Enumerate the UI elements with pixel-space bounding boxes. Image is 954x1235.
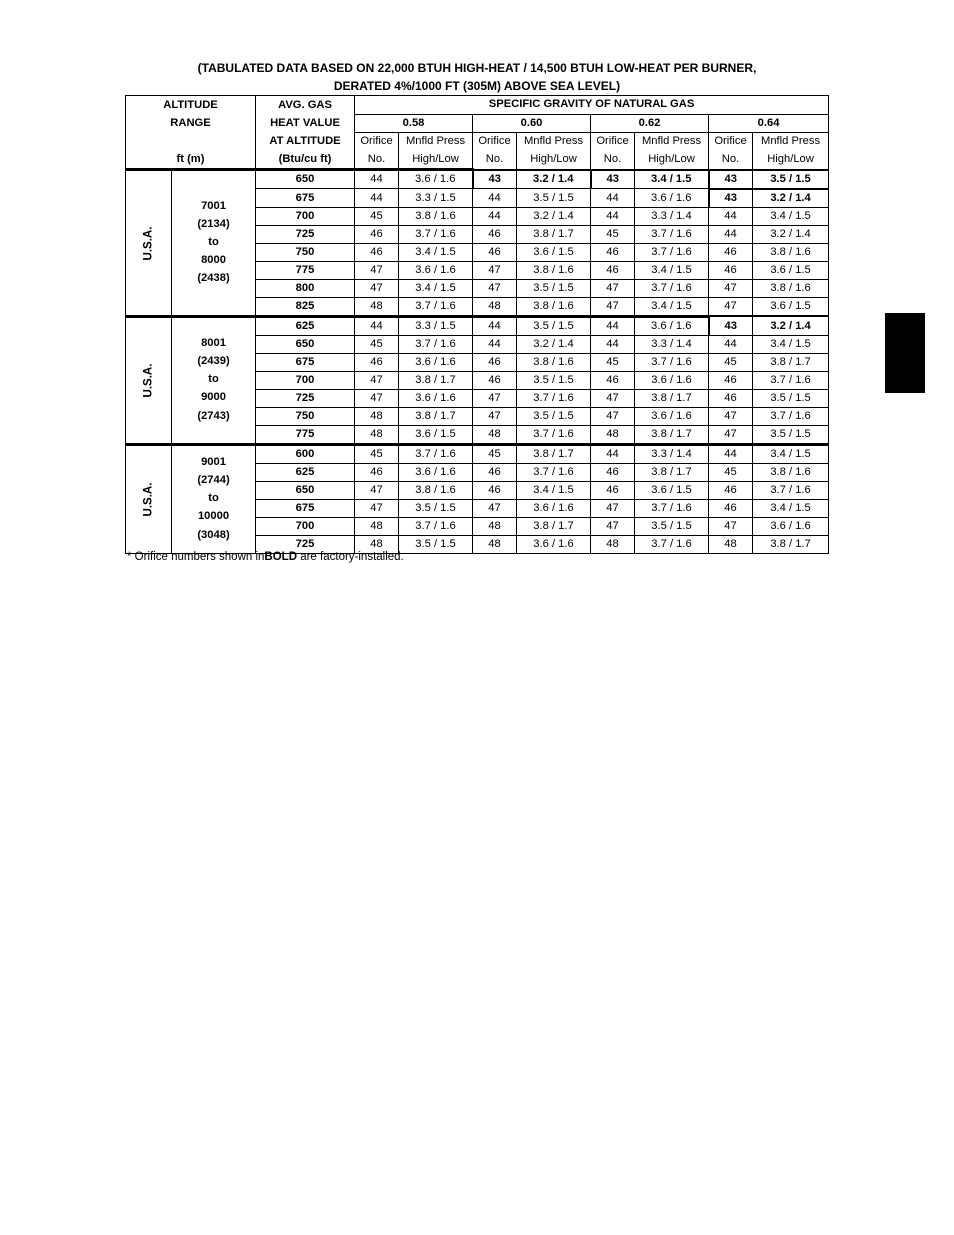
altitude-range-line: 7001 [201,199,226,212]
orifice-number-cell: 46 [355,463,399,481]
manifold-pressure-cell: 3.8 / 1.7 [517,444,591,463]
region-label [126,444,172,553]
manifold-pressure-cell: 3.5 / 1.5 [517,371,591,389]
heat-value-cell: 750 [256,243,355,261]
orifice-number-cell: 47 [355,389,399,407]
manifold-pressure-cell: 3.2 / 1.4 [517,335,591,353]
orifice-number-cell: 45 [591,225,635,243]
manifold-pressure-cell: 3.7 / 1.6 [753,481,829,499]
manifold-pressure-cell: 3.7 / 1.6 [635,353,709,371]
orifice-number-cell: 47 [473,279,517,297]
orifice-number-cell: 47 [591,279,635,297]
altitude-range-line: (2743) [197,409,230,422]
manifold-pressure-cell: 3.3 / 1.4 [635,207,709,225]
heat-value-cell: 700 [256,371,355,389]
manifold-pressure-cell: 3.8 / 1.6 [517,353,591,371]
orifice-number-cell: 48 [473,425,517,444]
manifold-pressure-cell: 3.7 / 1.6 [399,444,473,463]
manifold-pressure-cell: 3.8 / 1.7 [635,389,709,407]
orifice-number-cell: 47 [591,297,635,316]
orifice-number-cell: 43 [591,170,635,189]
manifold-pressure-cell: 3.6 / 1.5 [753,297,829,316]
manifold-pressure-cell: 3.8 / 1.6 [517,297,591,316]
heat-value-cell: 650 [256,335,355,353]
orifice-number-cell: 48 [473,535,517,553]
orifice-number-cell: 46 [355,243,399,261]
manifold-pressure-cell: 3.8 / 1.6 [517,261,591,279]
manifold-pressure-cell: 3.8 / 1.6 [753,463,829,481]
manifold-pressure-cell: 3.5 / 1.5 [517,189,591,208]
manifold-pressure-cell: 3.6 / 1.5 [635,481,709,499]
heat-value-cell: 725 [256,389,355,407]
orifice-number-cell: 44 [709,444,753,463]
manifold-pressure-cell: 3.4 / 1.5 [753,444,829,463]
manifold-pressure-cell: 3.4 / 1.5 [753,335,829,353]
heat-value-header: HEAT VALUE [256,114,355,133]
manifold-pressure-cell: 3.3 / 1.5 [399,316,473,335]
region-label [126,170,172,317]
manifold-pressure-cell: 3.7 / 1.6 [399,297,473,316]
high-low-header: High/Low [635,151,709,170]
orifice-number-cell: 46 [709,371,753,389]
manifold-pressure-cell: 3.8 / 1.7 [517,225,591,243]
manifold-pressure-cell: 3.6 / 1.5 [399,425,473,444]
altitude-range-line: (3048) [197,528,230,541]
orifice-number-cell: 45 [355,335,399,353]
manifold-pressure-cell: 3.7 / 1.6 [517,463,591,481]
orifice-number-cell: 44 [591,316,635,335]
manifold-pressure-cell: 3.4 / 1.5 [635,297,709,316]
manifold-pressure-cell: 3.5 / 1.5 [517,316,591,335]
table-header [126,96,829,170]
orifice-number-cell: 48 [355,517,399,535]
orifice-number-cell: 46 [473,353,517,371]
orifice-number-cell: 44 [355,189,399,208]
manifold-pressure-cell: 3.7 / 1.6 [635,225,709,243]
manifold-pressure-cell: 3.6 / 1.6 [517,535,591,553]
orifice-number-cell: 43 [709,316,753,335]
manifold-pressure-cell: 3.5 / 1.5 [753,389,829,407]
heat-value-cell: 700 [256,207,355,225]
manifold-pressure-cell: 3.4 / 1.5 [399,279,473,297]
orifice-number-cell: 45 [355,207,399,225]
mnfld-header: Mnfld Press [399,133,473,151]
manifold-pressure-cell: 3.2 / 1.4 [753,189,829,208]
manifold-pressure-cell: 3.6 / 1.5 [753,261,829,279]
altitude-range-cell [172,316,256,444]
manifold-pressure-cell: 3.8 / 1.6 [753,279,829,297]
manifold-pressure-cell: 3.2 / 1.4 [753,225,829,243]
orifice-number-cell: 46 [709,499,753,517]
btu-header: (Btu/cu ft) [256,151,355,170]
altitude-range-line: (2744) [197,474,230,487]
orifice-number-cell: 47 [709,297,753,316]
orifice-no-header: No. [709,151,753,170]
orifice-number-cell: 47 [591,389,635,407]
manifold-pressure-cell: 3.5 / 1.5 [517,279,591,297]
orifice-number-cell: 47 [355,499,399,517]
manifold-pressure-cell: 3.5 / 1.5 [753,170,829,189]
altitude-range-cell [172,444,256,553]
orifice-number-cell: 44 [709,225,753,243]
orifice-number-cell: 47 [709,407,753,425]
manifold-pressure-cell: 3.5 / 1.5 [399,499,473,517]
orifice-number-cell: 45 [355,444,399,463]
orifice-number-cell: 47 [473,499,517,517]
orifice-number-cell: 48 [355,535,399,553]
footnote-suffix: are factory-installed. [297,551,404,563]
orifice-number-cell: 45 [591,353,635,371]
orifice-number-cell: 48 [355,407,399,425]
gravity-header-0: 0.58 [355,114,473,133]
manifold-pressure-cell: 3.6 / 1.6 [517,499,591,517]
orifice-number-cell: 46 [591,463,635,481]
table-row [126,170,829,189]
orifice-number-cell: 44 [355,316,399,335]
manifold-pressure-cell: 3.8 / 1.7 [635,425,709,444]
manifold-pressure-cell: 3.7 / 1.6 [399,517,473,535]
section-tab-marker [885,313,925,393]
orifice-number-cell: 46 [473,225,517,243]
orifice-number-cell: 44 [473,316,517,335]
region-label-text: U.S.A. [142,226,154,261]
altitude-range-line: to [208,492,219,505]
orifice-header: Orifice [709,133,753,151]
orifice-number-cell: 48 [591,425,635,444]
mnfld-header: Mnfld Press [753,133,829,151]
altitude-range-line: 8001 [201,337,226,350]
manifold-pressure-cell: 3.8 / 1.7 [753,353,829,371]
manifold-pressure-cell: 3.7 / 1.6 [635,279,709,297]
manifold-pressure-cell: 3.4 / 1.5 [517,481,591,499]
orifice-number-cell: 44 [591,189,635,208]
orifice-pressure-table [125,95,829,554]
avg-gas-header: AVG. GAS [256,96,355,115]
region-label [126,316,172,444]
orifice-number-cell: 47 [591,407,635,425]
heat-value-cell: 600 [256,444,355,463]
footnote [127,551,404,563]
at-altitude-header: AT ALTITUDE [256,133,355,151]
orifice-number-cell: 46 [591,371,635,389]
table-row [126,444,829,463]
manifold-pressure-cell: 3.8 / 1.7 [399,407,473,425]
high-low-header: High/Low [753,151,829,170]
altitude-range-line: 8000 [201,254,226,267]
heat-value-cell: 625 [256,316,355,335]
orifice-number-cell: 46 [473,481,517,499]
manifold-pressure-cell: 3.7 / 1.6 [517,425,591,444]
manifold-pressure-cell: 3.8 / 1.6 [399,481,473,499]
footnote-bold-word: BOLD [264,551,298,563]
manifold-pressure-cell: 3.3 / 1.4 [635,335,709,353]
manifold-pressure-cell: 3.8 / 1.7 [517,517,591,535]
manifold-pressure-cell: 3.2 / 1.4 [517,170,591,189]
altitude-range-line: to [208,373,219,386]
orifice-number-cell: 46 [709,261,753,279]
heat-value-cell: 650 [256,170,355,189]
heat-value-cell: 650 [256,481,355,499]
altitude-range-line: to [208,236,219,249]
manifold-pressure-cell: 3.6 / 1.6 [753,517,829,535]
manifold-pressure-cell: 3.7 / 1.6 [399,225,473,243]
manifold-pressure-cell: 3.4 / 1.5 [753,207,829,225]
table-body [126,170,829,554]
orifice-number-cell: 48 [591,535,635,553]
orifice-number-cell: 46 [355,225,399,243]
altitude-range-line: (2439) [197,355,230,368]
orifice-number-cell: 44 [709,335,753,353]
mnfld-header: Mnfld Press [517,133,591,151]
orifice-number-cell: 44 [473,207,517,225]
heat-value-cell: 775 [256,425,355,444]
orifice-no-header: No. [591,151,635,170]
manifold-pressure-cell: 3.6 / 1.6 [635,316,709,335]
orifice-number-cell: 44 [355,170,399,189]
table-caption-line-2: DERATED 4%/1000 FT (305M) ABOVE SEA LEVEL) [333,79,621,93]
table-caption-line-1: (TABULATED DATA BASED ON 22,000 BTUH HIGH-HEAT / 14,500 BTUH LOW-HEAT PER BURNER, [197,61,757,75]
orifice-number-cell: 46 [355,353,399,371]
manifold-pressure-cell: 3.6 / 1.6 [399,261,473,279]
heat-value-cell: 750 [256,407,355,425]
manifold-pressure-cell: 3.8 / 1.7 [399,371,473,389]
mnfld-header: Mnfld Press [635,133,709,151]
manifold-pressure-cell: 3.6 / 1.6 [635,189,709,208]
orifice-no-header: No. [473,151,517,170]
gravity-header-1: 0.60 [473,114,591,133]
orifice-number-cell: 44 [591,335,635,353]
heat-value-cell: 725 [256,535,355,553]
orifice-number-cell: 47 [709,279,753,297]
orifice-number-cell: 48 [709,535,753,553]
orifice-number-cell: 46 [591,481,635,499]
heat-value-cell: 675 [256,189,355,208]
altitude-range-line: 9000 [201,391,226,404]
table-row [126,316,829,335]
orifice-number-cell: 44 [591,207,635,225]
manifold-pressure-cell: 3.8 / 1.7 [753,535,829,553]
heat-value-cell: 625 [256,463,355,481]
manifold-pressure-cell: 3.6 / 1.6 [399,389,473,407]
manifold-pressure-cell: 3.7 / 1.6 [753,371,829,389]
manifold-pressure-cell: 3.7 / 1.6 [635,499,709,517]
orifice-number-cell: 47 [591,499,635,517]
gravity-header-3: 0.64 [709,114,829,133]
orifice-number-cell: 46 [473,463,517,481]
orifice-number-cell: 46 [473,243,517,261]
orifice-number-cell: 47 [355,261,399,279]
high-low-header: High/Low [399,151,473,170]
manifold-pressure-cell: 3.7 / 1.6 [399,335,473,353]
heat-value-cell: 825 [256,297,355,316]
manifold-pressure-cell: 3.8 / 1.6 [753,243,829,261]
altitude-range-header: ALTITUDE RANGE ft (m) [126,96,256,170]
orifice-number-cell: 46 [709,243,753,261]
orifice-number-cell: 46 [709,389,753,407]
manifold-pressure-cell: 3.8 / 1.6 [399,207,473,225]
manifold-pressure-cell: 3.6 / 1.6 [399,463,473,481]
orifice-header: Orifice [355,133,399,151]
manifold-pressure-cell: 3.7 / 1.6 [635,243,709,261]
heat-value-cell: 775 [256,261,355,279]
manifold-pressure-cell: 3.3 / 1.5 [399,189,473,208]
orifice-number-cell: 46 [591,261,635,279]
manifold-pressure-cell: 3.6 / 1.6 [635,371,709,389]
orifice-number-cell: 47 [473,261,517,279]
manifold-pressure-cell: 3.2 / 1.4 [753,316,829,335]
orifice-number-cell: 44 [709,207,753,225]
orifice-number-cell: 48 [355,425,399,444]
manifold-pressure-cell: 3.4 / 1.5 [635,261,709,279]
manifold-pressure-cell: 3.7 / 1.6 [753,407,829,425]
orifice-number-cell: 46 [591,243,635,261]
orifice-number-cell: 44 [591,444,635,463]
altitude-range-line: (2134) [197,217,230,230]
orifice-number-cell: 43 [709,189,753,208]
manifold-pressure-cell: 3.6 / 1.6 [635,407,709,425]
heat-value-cell: 700 [256,517,355,535]
altitude-range-cell [172,170,256,317]
manifold-pressure-cell: 3.6 / 1.6 [399,170,473,189]
orifice-number-cell: 48 [473,517,517,535]
manifold-pressure-cell: 3.5 / 1.5 [635,517,709,535]
manifold-pressure-cell: 3.3 / 1.4 [635,444,709,463]
specific-gravity-header: SPECIFIC GRAVITY OF NATURAL GAS [355,96,829,115]
gravity-header-2: 0.62 [591,114,709,133]
heat-value-cell: 675 [256,499,355,517]
orifice-number-cell: 47 [591,517,635,535]
region-label-text: U.S.A. [142,363,154,398]
manifold-pressure-cell: 3.7 / 1.6 [517,389,591,407]
orifice-number-cell: 45 [709,353,753,371]
manifold-pressure-cell: 3.6 / 1.6 [399,353,473,371]
orifice-number-cell: 46 [473,371,517,389]
orifice-no-header: No. [355,151,399,170]
orifice-number-cell: 43 [473,170,517,189]
manifold-pressure-cell: 3.5 / 1.5 [753,425,829,444]
high-low-header: High/Low [517,151,591,170]
orifice-number-cell: 45 [709,463,753,481]
footnote-prefix: * Orifice numbers shown in [127,551,265,563]
manifold-pressure-cell: 3.7 / 1.6 [635,535,709,553]
orifice-number-cell: 47 [355,481,399,499]
heat-value-cell: 725 [256,225,355,243]
manifold-pressure-cell: 3.4 / 1.5 [635,170,709,189]
manifold-pressure-cell: 3.5 / 1.5 [399,535,473,553]
manifold-pressure-cell: 3.4 / 1.5 [753,499,829,517]
manifold-pressure-cell: 3.6 / 1.5 [517,243,591,261]
manifold-pressure-cell: 3.4 / 1.5 [399,243,473,261]
orifice-number-cell: 47 [709,425,753,444]
altitude-range-line: 10000 [197,510,230,523]
heat-value-cell: 800 [256,279,355,297]
heat-value-cell: 675 [256,353,355,371]
orifice-number-cell: 44 [473,335,517,353]
orifice-header: Orifice [591,133,635,151]
manifold-pressure-cell: 3.8 / 1.7 [635,463,709,481]
manifold-pressure-cell: 3.5 / 1.5 [517,407,591,425]
orifice-number-cell: 47 [355,279,399,297]
orifice-number-cell: 47 [355,371,399,389]
orifice-number-cell: 47 [709,517,753,535]
region-label-text: U.S.A. [142,482,154,517]
orifice-number-cell: 48 [355,297,399,316]
manifold-pressure-cell: 3.2 / 1.4 [517,207,591,225]
orifice-header: Orifice [473,133,517,151]
orifice-number-cell: 46 [709,481,753,499]
altitude-range-line: 9001 [201,456,226,469]
orifice-number-cell: 48 [473,297,517,316]
orifice-number-cell: 44 [473,189,517,208]
orifice-number-cell: 47 [473,407,517,425]
altitude-range-line: (2438) [197,272,230,285]
orifice-number-cell: 45 [473,444,517,463]
orifice-number-cell: 47 [473,389,517,407]
orifice-number-cell: 43 [709,170,753,189]
